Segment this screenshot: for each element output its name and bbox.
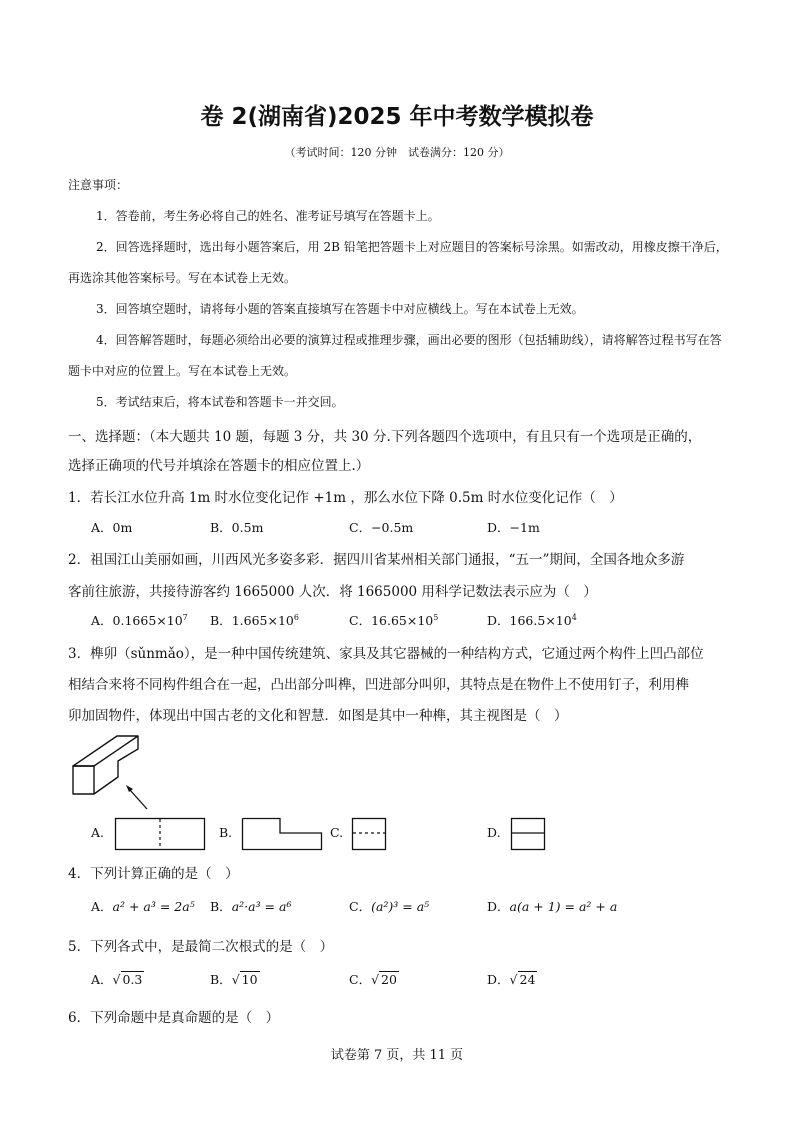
q3-option-a-label[interactable]: A. <box>91 825 105 840</box>
note-4: 4．回答解答题时，每题必须给出必要的演算过程或推理步骤，画出必要的图形（包括辅助线），请将解答过程书写在答 <box>96 333 722 347</box>
q5-option-c[interactable]: C．√ 20 <box>349 972 397 987</box>
q1-option-b[interactable]: B．0.5m <box>210 520 264 535</box>
q3-option-c-view[interactable] <box>352 818 386 850</box>
note-3: 3．回答填空题时，请将每小题的答案直接填写在答题卡中对应横线上。写在本试卷上无效。 <box>96 302 584 316</box>
note-2-cont: 再选涂其他答案标号。写在本试卷上无效。 <box>68 271 297 285</box>
question-2-stem: 2．祖国江山美丽如画，川西风光多姿多彩．据四川省某州相关部门通报，“五一”期间，全国各地众多游 <box>68 552 685 568</box>
q4-option-c[interactable]: C．(a²)³ = a⁵ <box>349 899 430 914</box>
note-4-cont: 题卡中对应的位置上。写在本试卷上无效。 <box>68 364 297 378</box>
q3-option-a-view[interactable] <box>115 818 205 850</box>
section-heading: 一、选择题：（本大题共 10 题，每题 3 分，共 30 分.下列各题四个选项中，有且只有一个选项是正确的， <box>68 429 702 445</box>
section-heading-cont: 选择正确项的代号并填涂在答题卡的相应位置上.） <box>68 458 370 474</box>
q2-option-c[interactable]: C．$16.65\times 10^5$ <box>349 612 439 628</box>
q5-option-a[interactable]: A．√ 0.3 <box>91 972 143 987</box>
note-2: 2．回答选择题时，选出每小题答案后，用 2B 铅笔把答题卡上对应题目的答案标号涂黑。如需改动，用橡皮擦干净后， <box>96 240 728 254</box>
q3-option-c-label[interactable]: C. <box>330 825 344 840</box>
q2-option-a[interactable]: A．$0.1665\times 10^7$ <box>91 612 188 628</box>
question-3-stem-cont-2: 卯加固物件，体现出中国古老的文化和智慧．如图是其中一种榫，其主视图是（ ） <box>68 708 568 724</box>
q3-option-d-view[interactable] <box>511 818 545 850</box>
sqrt-icon: √ <box>231 972 240 987</box>
question-5-stem: 5．下列各式中，是最简二次根式的是（ ） <box>68 939 334 955</box>
page-footer: 试卷第 7 页，共 11 页 <box>330 1048 464 1063</box>
q4-option-a[interactable]: A．a² + a³ = 2a⁵ <box>91 899 195 914</box>
q5-option-b[interactable]: B．√ 10 <box>210 972 258 987</box>
q1-option-d[interactable]: D．−1m <box>487 520 540 535</box>
exam-info: （考试时间：120 分钟 试卷满分：120 分） <box>284 146 510 159</box>
q4-option-b[interactable]: B．a²·a³ = a⁶ <box>210 899 292 914</box>
q4-option-d[interactable]: D．a(a + 1) = a² + a <box>487 899 618 914</box>
question-1-stem: 1．若长江水位升高 1m 时水位变化记作 +1m ，那么水位下降 0.5m 时水位变化记作（ ） <box>68 490 623 506</box>
tenon-figure <box>70 733 160 813</box>
q5-option-d[interactable]: D．√ 24 <box>487 972 536 987</box>
q1-option-a[interactable]: A．0m <box>91 520 133 535</box>
q1-option-c[interactable]: C．−0.5m <box>349 520 414 535</box>
sqrt-icon: √ <box>371 972 380 987</box>
notes-heading: 注意事项： <box>68 178 129 192</box>
sqrt-icon: √ <box>112 972 121 987</box>
question-6-stem: 6．下列命题中是真命题的是（ ） <box>68 1010 280 1026</box>
q3-option-d-label[interactable]: D. <box>487 825 501 840</box>
note-5: 5．考试结束后，将本试卷和答题卡一并交回。 <box>96 395 344 409</box>
question-3-stem-cont-1: 相结合来将不同构件组合在一起，凸出部分叫榫，凹进部分叫卯，其特点是在物件上不使用钉子，利用榫 <box>68 677 689 693</box>
q3-option-b-label[interactable]: B. <box>219 825 233 840</box>
note-1: 1．答卷前，考生务必将自己的姓名、准考证号填写在答题卡上。 <box>96 209 440 223</box>
question-2-stem-cont: 客前往旅游，共接待游客约 1665000 人次．将 1665000 用科学记数法表示应为（ ） <box>68 584 597 600</box>
q3-option-b-view[interactable] <box>242 818 322 850</box>
q2-option-b[interactable]: B．$1.665\times 10^6$ <box>210 612 299 628</box>
question-4-stem: 4．下列计算正确的是（ ） <box>68 866 239 882</box>
question-3-stem: 3．榫卯（sǔnmǎo），是一种中国传统建筑、家具及其它器械的一种结构方式，它通过两个构件上凹凸部位 <box>68 646 704 662</box>
page-title: 卷 2(湖南省)2025 年中考数学模拟卷 <box>200 104 594 130</box>
sqrt-icon: √ <box>509 972 518 987</box>
q2-option-d[interactable]: D．$166.5\times 10^4$ <box>487 612 577 628</box>
